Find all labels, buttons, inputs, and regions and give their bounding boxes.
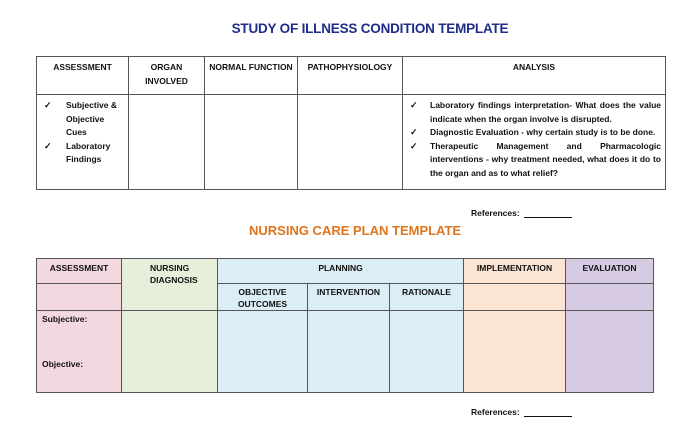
- analysis-item: ✓ Laboratory findings interpretation- What does the value indicate when the organ involve is disrupted.: [410, 100, 661, 124]
- check-icon: ✓: [410, 140, 418, 151]
- nursing-care-plan-table: [36, 258, 654, 393]
- check-icon: ✓: [410, 127, 418, 138]
- references-1: [471, 208, 572, 218]
- analysis-item: ✓ Diagnostic Evaluation - why certain study is to be done.: [407, 126, 661, 140]
- illness-header-row: [37, 57, 666, 95]
- header-pathophysiology: PATHOPHYSIOLOGY: [298, 57, 403, 95]
- nursing-diagnosis-cell[interactable]: [122, 311, 218, 393]
- header-evaluation: EVALUATION: [566, 259, 654, 284]
- subjective-label: Subjective:: [42, 314, 88, 324]
- header-cp-assessment: ASSESSMENT: [37, 259, 122, 284]
- objective-label: Objective:: [42, 359, 84, 369]
- assessment-subheader-blank: [37, 284, 122, 311]
- assessment-cell: [37, 95, 129, 190]
- header-rationale: RATIONALE: [390, 284, 464, 311]
- references-2: [471, 407, 572, 417]
- header-intervention: INTERVENTION: [308, 284, 390, 311]
- illness-template-title: STUDY OF ILLNESS CONDITION TEMPLATE: [231, 21, 509, 36]
- references-label: References:: [471, 407, 520, 417]
- evaluation-cell[interactable]: [566, 311, 654, 393]
- assessment-body-cell[interactable]: [37, 311, 122, 393]
- check-icon: ✓: [410, 100, 418, 110]
- analysis-cell: [403, 95, 666, 190]
- illness-condition-table: [36, 56, 666, 190]
- header-planning: PLANNING: [218, 259, 464, 284]
- rationale-cell[interactable]: [390, 311, 464, 393]
- objective-outcomes-cell[interactable]: [218, 311, 308, 393]
- header-nursing-diagnosis: NURSING DIAGNOSIS: [122, 259, 218, 311]
- organ-involved-cell[interactable]: [129, 95, 205, 190]
- header-objective-outcomes: OBJECTIVE OUTCOMES: [218, 284, 308, 311]
- normal-function-cell[interactable]: [205, 95, 298, 190]
- check-icon: ✓: [44, 100, 52, 110]
- assessment-item: ✓ Subjective & Objective Cues: [44, 100, 118, 138]
- implementation-cell[interactable]: [464, 311, 566, 393]
- check-icon: ✓: [44, 140, 52, 151]
- pathophysiology-cell[interactable]: [298, 95, 403, 190]
- references-blank[interactable]: [524, 210, 572, 218]
- analysis-item: ✓ Therapeutic Management and Pharmacologic interventions - why treatment needed, what does it do to the organ and as to what relief?: [410, 140, 661, 178]
- intervention-cell[interactable]: [308, 311, 390, 393]
- header-assessment: ASSESSMENT: [37, 57, 129, 95]
- references-label: References:: [471, 208, 520, 218]
- care-plan-header-row: [37, 259, 654, 284]
- header-implementation: IMPLEMENTATION: [464, 259, 566, 284]
- header-organ-involved: ORGAN INVOLVED: [129, 57, 205, 95]
- header-normal-function: NORMAL FUNCTION: [205, 57, 298, 95]
- evaluation-subheader-blank: [566, 284, 654, 311]
- implementation-subheader-blank: [464, 284, 566, 311]
- care-plan-title: NURSING CARE PLAN TEMPLATE: [249, 223, 462, 238]
- assessment-item: ✓ Laboratory Findings: [44, 140, 111, 165]
- care-plan-body-row: [37, 311, 654, 393]
- illness-body-row: [37, 95, 666, 190]
- header-analysis: ANALYSIS: [403, 57, 666, 95]
- references-blank[interactable]: [524, 409, 572, 417]
